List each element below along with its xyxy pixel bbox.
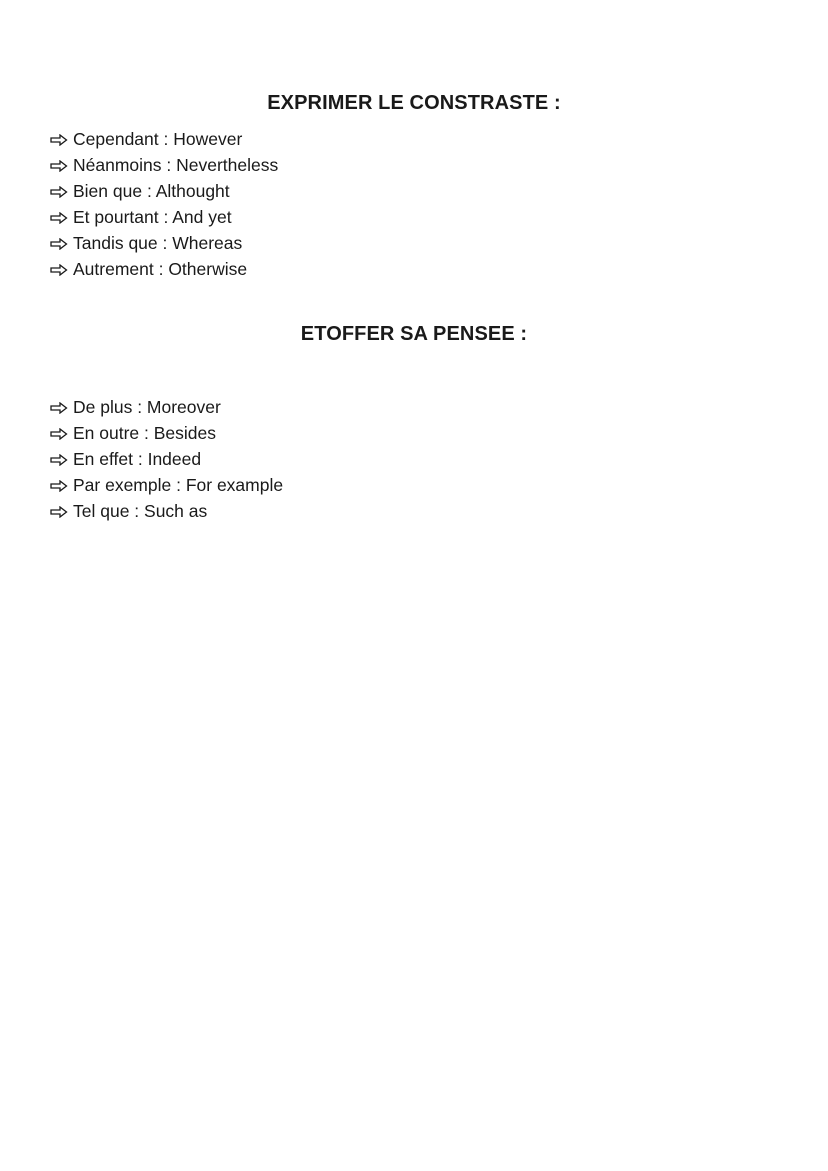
contrast-connectors-list [50, 126, 278, 282]
arrow-right-icon [50, 160, 68, 172]
list-item [50, 178, 278, 204]
list-item-text: Bien que : Althought [73, 181, 230, 201]
list-item [50, 230, 278, 256]
arrow-right-icon [50, 428, 68, 440]
list-item [50, 152, 278, 178]
arrow-right-icon [50, 134, 68, 146]
arrow-right-icon [50, 506, 68, 518]
develop-connectors-list [50, 394, 283, 524]
list-item-text: Tandis que : Whereas [73, 233, 243, 253]
arrow-right-icon [50, 264, 68, 276]
arrow-right-icon [50, 480, 68, 492]
arrow-right-icon [50, 402, 68, 414]
list-item-text: Tel que : Such as [73, 501, 208, 521]
list-item [50, 446, 283, 472]
list-item [50, 126, 278, 152]
list-item [50, 472, 283, 498]
list-item-text: Néanmoins : Nevertheless [73, 155, 279, 175]
list-item [50, 420, 283, 446]
list-item-text: En effet : Indeed [73, 449, 202, 469]
arrow-right-icon [50, 212, 68, 224]
section-title-develop: ETOFFER SA PENSEE : [300, 323, 528, 345]
arrow-right-icon [50, 454, 68, 466]
arrow-right-icon [50, 186, 68, 198]
arrow-right-icon [50, 238, 68, 250]
section-title-contrast: EXPRIMER LE CONSTRASTE : [267, 92, 561, 114]
list-item-text: Par exemple : For example [73, 475, 284, 495]
list-item-text: De plus : Moreover [73, 397, 221, 417]
list-item [50, 256, 278, 282]
list-item [50, 394, 283, 420]
list-item [50, 204, 278, 230]
list-item-text: Autrement : Otherwise [73, 259, 248, 279]
list-item-text: Cependant : However [73, 129, 243, 149]
list-item-text: En outre : Besides [73, 423, 216, 443]
list-item [50, 498, 283, 524]
list-item-text: Et pourtant : And yet [73, 207, 232, 227]
